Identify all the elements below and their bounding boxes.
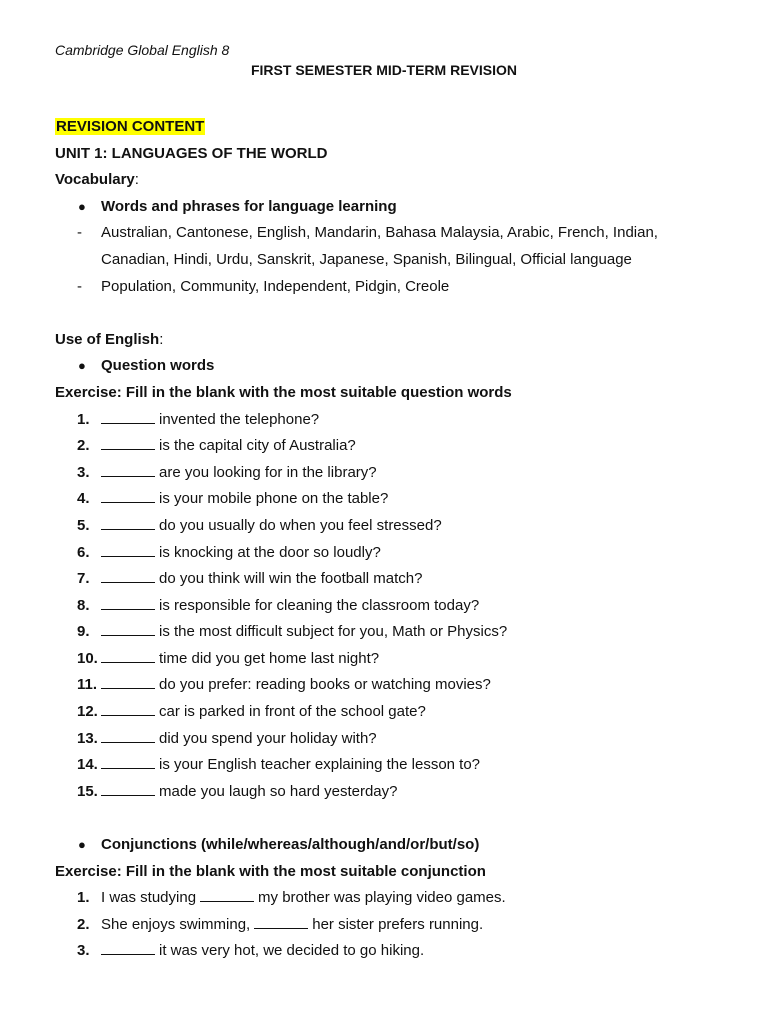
item-number: 3. — [77, 942, 90, 960]
item-text: do you think will win the football match? — [159, 570, 423, 588]
bullet-text: Conjunctions (while/whereas/although/and/or/but/so) — [101, 836, 480, 854]
item-number: 6. — [77, 543, 90, 561]
answer-blank[interactable] — [101, 782, 155, 796]
vocabulary-list-1-continued: Canadian, Hindi, Urdu, Sanskrit, Japanese, Spanish, Bilingual, Official language — [101, 250, 632, 268]
answer-blank[interactable] — [101, 436, 155, 450]
use-of-english-heading — [55, 327, 735, 354]
item-number: 10. — [77, 649, 98, 667]
conjunction-list — [55, 885, 735, 965]
answer-blank[interactable] — [101, 410, 155, 424]
answer-blank[interactable] — [101, 543, 155, 557]
item-text: is your English teacher explaining the lesson to? — [159, 756, 481, 774]
question-item — [55, 699, 735, 726]
item-text: made you laugh so hard yesterday? — [159, 782, 398, 800]
revision-content-label — [55, 114, 735, 141]
dash-icon: - — [77, 277, 82, 295]
spacer — [55, 300, 735, 327]
answer-blank[interactable] — [101, 729, 155, 743]
answer-blank[interactable] — [101, 516, 155, 530]
item-text: are you looking for in the library? — [159, 463, 377, 481]
item-number: 13. — [77, 729, 98, 747]
question-item — [55, 779, 735, 806]
question-item — [55, 752, 735, 779]
answer-blank[interactable] — [101, 569, 155, 583]
dash-icon: - — [77, 224, 82, 242]
item-number: 4. — [77, 490, 90, 508]
book-title: Cambridge Global English 8 — [55, 42, 230, 58]
conjunction-item — [55, 938, 735, 965]
bullet-text: Question words — [101, 357, 215, 375]
highlighted-heading: REVISION CONTENT — [56, 118, 205, 135]
vocabulary-heading-text: Vocabulary — [55, 171, 135, 189]
bullet-icon: ● — [78, 198, 86, 214]
item-number: 15. — [77, 782, 98, 800]
conjunction-item — [55, 912, 735, 939]
question-item — [55, 407, 735, 434]
question-item — [55, 726, 735, 753]
answer-blank[interactable] — [200, 888, 254, 902]
item-number: 7. — [77, 570, 90, 588]
item-text: is knocking at the door so loudly? — [159, 543, 381, 561]
use-of-english-colon: : — [159, 330, 164, 348]
item-text: invented the telephone? — [159, 410, 320, 428]
item-text: is the capital city of Australia? — [159, 437, 356, 455]
item-number: 1. — [77, 889, 90, 907]
item-text-before: She enjoys swimming, — [101, 915, 251, 933]
answer-blank[interactable] — [101, 702, 155, 716]
item-text: is responsible for cleaning the classroom today? — [159, 596, 480, 614]
vocabulary-list-1 — [55, 220, 735, 247]
answer-blank[interactable] — [101, 941, 155, 955]
question-item — [55, 433, 735, 460]
item-text-after: her sister prefers running. — [312, 915, 484, 933]
bullet-icon: ● — [78, 358, 86, 374]
answer-blank[interactable] — [101, 489, 155, 503]
question-words-bullet — [55, 353, 735, 380]
item-number: 3. — [77, 463, 90, 481]
list-text: Australian, Cantonese, English, Mandarin, Bahasa Malaysia, Arabic, French, Indian, — [101, 224, 658, 242]
conjunctions-bullet — [55, 832, 735, 859]
page-title: FIRST SEMESTER MID-TERM REVISION — [250, 62, 517, 78]
item-number: 9. — [77, 623, 90, 641]
answer-blank[interactable] — [101, 755, 155, 769]
answer-blank[interactable] — [101, 596, 155, 610]
item-text-before: I was studying — [101, 889, 197, 907]
question-item — [55, 646, 735, 673]
answer-blank[interactable] — [254, 915, 308, 929]
item-text-after: it was very hot, we decided to go hiking. — [159, 942, 425, 960]
question-item — [55, 593, 735, 620]
list-text: Population, Community, Independent, Pidgin, Creole — [101, 277, 450, 295]
item-text: car is parked in front of the school gate? — [159, 703, 426, 721]
document-body — [55, 114, 735, 965]
bullet-icon: ● — [78, 837, 86, 853]
question-item — [55, 460, 735, 487]
item-text: is your mobile phone on the table? — [159, 490, 389, 508]
item-number: 11. — [77, 676, 98, 694]
item-text: do you prefer: reading books or watching movies? — [159, 676, 491, 694]
answer-blank[interactable] — [101, 463, 155, 477]
question-item — [55, 486, 735, 513]
item-number: 8. — [77, 596, 90, 614]
bullet-text: Words and phrases for language learning — [101, 197, 397, 215]
vocabulary-colon: : — [134, 171, 139, 189]
item-number: 5. — [77, 516, 90, 534]
conjunction-item — [55, 885, 735, 912]
item-text: did you spend your holiday with? — [159, 729, 377, 747]
vocabulary-heading — [55, 167, 735, 194]
question-list — [55, 407, 735, 806]
question-words-exercise: Exercise: Fill in the blank with the most suitable question words — [55, 383, 512, 401]
item-text: time did you get home last night? — [159, 649, 380, 667]
item-number: 14. — [77, 756, 98, 774]
use-of-english-heading-text: Use of English — [55, 330, 160, 348]
item-text: do you usually do when you feel stressed? — [159, 516, 442, 534]
question-item — [55, 619, 735, 646]
question-item — [55, 672, 735, 699]
item-number: 2. — [77, 437, 90, 455]
answer-blank[interactable] — [101, 675, 155, 689]
item-number: 1. — [77, 410, 90, 428]
vocabulary-list-2 — [55, 274, 735, 301]
conjunctions-exercise: Exercise: Fill in the blank with the most suitable conjunction — [55, 862, 486, 880]
question-item — [55, 540, 735, 567]
item-number: 12. — [77, 703, 98, 721]
item-text-after: my brother was playing video games. — [258, 889, 506, 907]
answer-blank[interactable] — [101, 622, 155, 636]
spacer — [55, 805, 735, 832]
item-number: 2. — [77, 915, 90, 933]
question-item — [55, 566, 735, 593]
vocabulary-bullet — [55, 194, 735, 221]
item-text: is the most difficult subject for you, Math or Physics? — [159, 623, 508, 641]
answer-blank[interactable] — [101, 649, 155, 663]
unit-title: UNIT 1: LANGUAGES OF THE WORLD — [55, 144, 328, 162]
question-item — [55, 513, 735, 540]
